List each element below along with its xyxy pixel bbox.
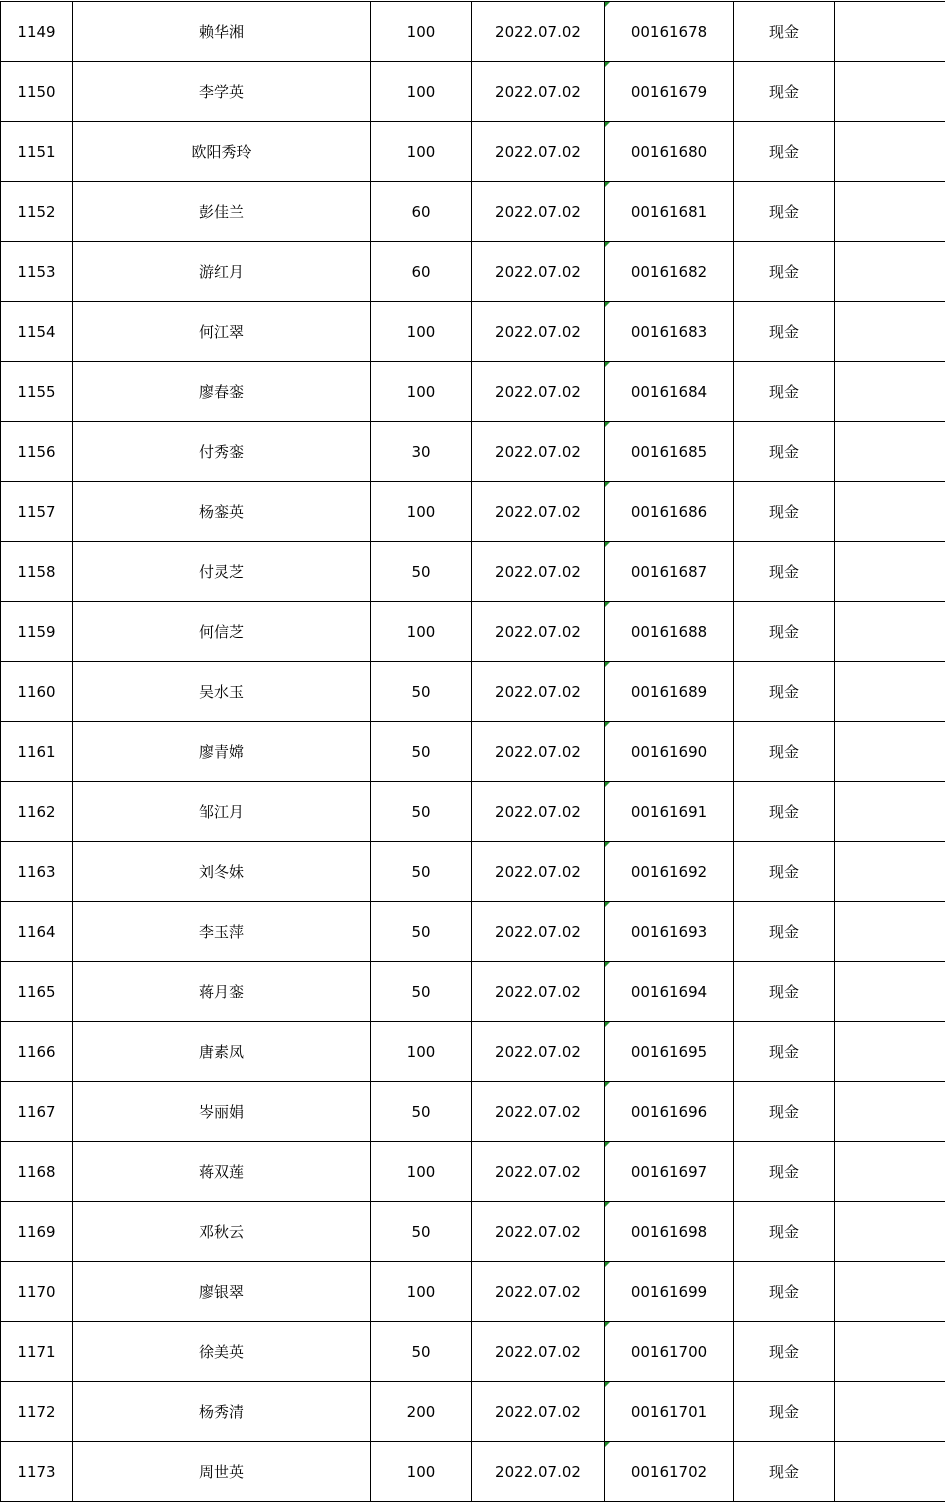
amount-cell: 50 [371,542,472,602]
payment-method-cell: 现金 [734,1142,835,1202]
row-number-cell: 1159 [1,602,73,662]
receipt-number-cell: 00161698 [605,1202,734,1262]
payment-method-cell: 现金 [734,602,835,662]
name-cell: 欧阳秀玲 [73,122,371,182]
table-row [1,962,945,1022]
table-body [1,2,945,1502]
row-number-cell: 1172 [1,1382,73,1442]
receipt-number-cell: 00161682 [605,242,734,302]
receipt-number-cell: 00161701 [605,1382,734,1442]
table-row [1,2,945,62]
payment-method-cell: 现金 [734,962,835,1022]
name-cell: 邹江月 [73,782,371,842]
table-row [1,1382,945,1442]
table-row [1,602,945,662]
note-cell [835,722,945,782]
date-cell: 2022.07.02 [472,1442,605,1502]
amount-cell: 50 [371,722,472,782]
date-cell: 2022.07.02 [472,902,605,962]
name-cell: 廖银翠 [73,1262,371,1322]
payment-method-cell: 现金 [734,1082,835,1142]
name-cell: 廖春銮 [73,362,371,422]
table-row [1,1442,945,1502]
receipt-number-cell: 00161696 [605,1082,734,1142]
date-cell: 2022.07.02 [472,1322,605,1382]
date-cell: 2022.07.02 [472,1022,605,1082]
name-cell: 李玉萍 [73,902,371,962]
table-row [1,362,945,422]
receipt-number-cell: 00161681 [605,182,734,242]
name-cell: 赖华湘 [73,2,371,62]
table-row [1,302,945,362]
amount-cell: 50 [371,1082,472,1142]
receipt-number-cell: 00161700 [605,1322,734,1382]
date-cell: 2022.07.02 [472,542,605,602]
amount-cell: 100 [371,362,472,422]
amount-cell: 50 [371,962,472,1022]
row-number-cell: 1168 [1,1142,73,1202]
payment-method-cell: 现金 [734,1262,835,1322]
receipt-number-cell: 00161693 [605,902,734,962]
date-cell: 2022.07.02 [472,1202,605,1262]
payment-method-cell: 现金 [734,782,835,842]
receipt-number-cell: 00161692 [605,842,734,902]
row-number-cell: 1156 [1,422,73,482]
receipt-number-cell: 00161702 [605,1442,734,1502]
amount-cell: 50 [371,1202,472,1262]
row-number-cell: 1164 [1,902,73,962]
name-cell: 徐美英 [73,1322,371,1382]
receipt-number-cell: 00161686 [605,482,734,542]
payment-method-cell: 现金 [734,302,835,362]
row-number-cell: 1161 [1,722,73,782]
row-number-cell: 1154 [1,302,73,362]
row-number-cell: 1167 [1,1082,73,1142]
name-cell: 杨銮英 [73,482,371,542]
amount-cell: 100 [371,2,472,62]
name-cell: 岑丽娟 [73,1082,371,1142]
receipt-number-cell: 00161680 [605,122,734,182]
receipt-number-cell: 00161683 [605,302,734,362]
row-number-cell: 1155 [1,362,73,422]
row-number-cell: 1160 [1,662,73,722]
amount-cell: 50 [371,662,472,722]
name-cell: 邓秋云 [73,1202,371,1262]
receipt-number-cell: 00161699 [605,1262,734,1322]
table-row [1,422,945,482]
receipt-number-cell: 00161695 [605,1022,734,1082]
row-number-cell: 1165 [1,962,73,1022]
table-row [1,722,945,782]
name-cell: 廖青嫦 [73,722,371,782]
payment-method-cell: 现金 [734,1022,835,1082]
receipt-number-cell: 00161690 [605,722,734,782]
date-cell: 2022.07.02 [472,182,605,242]
name-cell: 杨秀清 [73,1382,371,1442]
table-row [1,1202,945,1262]
row-number-cell: 1149 [1,2,73,62]
table-row [1,1322,945,1382]
note-cell [835,422,945,482]
table-row [1,122,945,182]
row-number-cell: 1162 [1,782,73,842]
date-cell: 2022.07.02 [472,422,605,482]
date-cell: 2022.07.02 [472,242,605,302]
amount-cell: 100 [371,602,472,662]
note-cell [835,302,945,362]
date-cell: 2022.07.02 [472,842,605,902]
table-row [1,1082,945,1142]
row-number-cell: 1158 [1,542,73,602]
name-cell: 李学英 [73,62,371,122]
amount-cell: 60 [371,182,472,242]
date-cell: 2022.07.02 [472,1382,605,1442]
note-cell [835,662,945,722]
amount-cell: 30 [371,422,472,482]
name-cell: 付灵芝 [73,542,371,602]
payment-method-cell: 现金 [734,1202,835,1262]
table-row [1,182,945,242]
receipt-number-cell: 00161684 [605,362,734,422]
note-cell [835,482,945,542]
note-cell [835,122,945,182]
date-cell: 2022.07.02 [472,122,605,182]
receipt-number-cell: 00161679 [605,62,734,122]
amount-cell: 50 [371,782,472,842]
payment-method-cell: 现金 [734,362,835,422]
table-row [1,1022,945,1082]
payment-method-cell: 现金 [734,62,835,122]
amount-cell: 50 [371,842,472,902]
payment-method-cell: 现金 [734,722,835,782]
name-cell: 彭佳兰 [73,182,371,242]
note-cell [835,242,945,302]
note-cell [835,962,945,1022]
row-number-cell: 1150 [1,62,73,122]
amount-cell: 100 [371,482,472,542]
table-row [1,662,945,722]
amount-cell: 50 [371,902,472,962]
note-cell [835,1322,945,1382]
row-number-cell: 1163 [1,842,73,902]
payment-method-cell: 现金 [734,242,835,302]
receipt-number-cell: 00161688 [605,602,734,662]
amount-cell: 100 [371,62,472,122]
date-cell: 2022.07.02 [472,482,605,542]
payment-method-cell: 现金 [734,1442,835,1502]
name-cell: 周世英 [73,1442,371,1502]
receipt-number-cell: 00161687 [605,542,734,602]
date-cell: 2022.07.02 [472,2,605,62]
note-cell [835,842,945,902]
date-cell: 2022.07.02 [472,1082,605,1142]
amount-cell: 100 [371,1262,472,1322]
note-cell [835,1022,945,1082]
note-cell [835,602,945,662]
row-number-cell: 1173 [1,1442,73,1502]
note-cell [835,62,945,122]
note-cell [835,902,945,962]
date-cell: 2022.07.02 [472,722,605,782]
date-cell: 2022.07.02 [472,782,605,842]
table-row [1,1262,945,1322]
payment-method-cell: 现金 [734,1322,835,1382]
amount-cell: 100 [371,1022,472,1082]
table-row [1,482,945,542]
name-cell: 付秀銮 [73,422,371,482]
payment-method-cell: 现金 [734,1382,835,1442]
amount-cell: 100 [371,302,472,362]
payment-method-cell: 现金 [734,422,835,482]
note-cell [835,542,945,602]
date-cell: 2022.07.02 [472,662,605,722]
amount-cell: 200 [371,1382,472,1442]
note-cell [835,782,945,842]
amount-cell: 50 [371,1322,472,1382]
note-cell [835,182,945,242]
row-number-cell: 1169 [1,1202,73,1262]
receipt-number-cell: 00161694 [605,962,734,1022]
name-cell: 唐素凤 [73,1022,371,1082]
receipt-number-cell: 00161691 [605,782,734,842]
amount-cell: 100 [371,1142,472,1202]
name-cell: 游红月 [73,242,371,302]
payment-method-cell: 现金 [734,662,835,722]
table-row [1,782,945,842]
payment-method-cell: 现金 [734,542,835,602]
note-cell [835,1262,945,1322]
row-number-cell: 1170 [1,1262,73,1322]
amount-cell: 100 [371,1442,472,1502]
date-cell: 2022.07.02 [472,62,605,122]
note-cell [835,1142,945,1202]
name-cell: 何信芝 [73,602,371,662]
receipt-number-cell: 00161678 [605,2,734,62]
table-row [1,842,945,902]
name-cell: 蒋双莲 [73,1142,371,1202]
date-cell: 2022.07.02 [472,1142,605,1202]
payment-method-cell: 现金 [734,842,835,902]
row-number-cell: 1151 [1,122,73,182]
note-cell [835,1442,945,1502]
table-row [1,902,945,962]
note-cell [835,1202,945,1262]
note-cell [835,2,945,62]
row-number-cell: 1166 [1,1022,73,1082]
table-row [1,242,945,302]
table-row [1,62,945,122]
note-cell [835,1382,945,1442]
receipt-number-cell: 00161685 [605,422,734,482]
amount-cell: 60 [371,242,472,302]
payment-method-cell: 现金 [734,122,835,182]
payment-method-cell: 现金 [734,2,835,62]
table-row [1,542,945,602]
payment-method-cell: 现金 [734,482,835,542]
date-cell: 2022.07.02 [472,362,605,422]
name-cell: 刘冬妹 [73,842,371,902]
note-cell [835,1082,945,1142]
date-cell: 2022.07.02 [472,1262,605,1322]
note-cell [835,362,945,422]
row-number-cell: 1171 [1,1322,73,1382]
row-number-cell: 1157 [1,482,73,542]
donation-table [0,1,945,1502]
date-cell: 2022.07.02 [472,962,605,1022]
payment-method-cell: 现金 [734,902,835,962]
row-number-cell: 1152 [1,182,73,242]
date-cell: 2022.07.02 [472,302,605,362]
name-cell: 何江翠 [73,302,371,362]
name-cell: 吴水玉 [73,662,371,722]
payment-method-cell: 现金 [734,182,835,242]
name-cell: 蒋月銮 [73,962,371,1022]
receipt-number-cell: 00161697 [605,1142,734,1202]
receipt-number-cell: 00161689 [605,662,734,722]
amount-cell: 100 [371,122,472,182]
table-row [1,1142,945,1202]
date-cell: 2022.07.02 [472,602,605,662]
row-number-cell: 1153 [1,242,73,302]
